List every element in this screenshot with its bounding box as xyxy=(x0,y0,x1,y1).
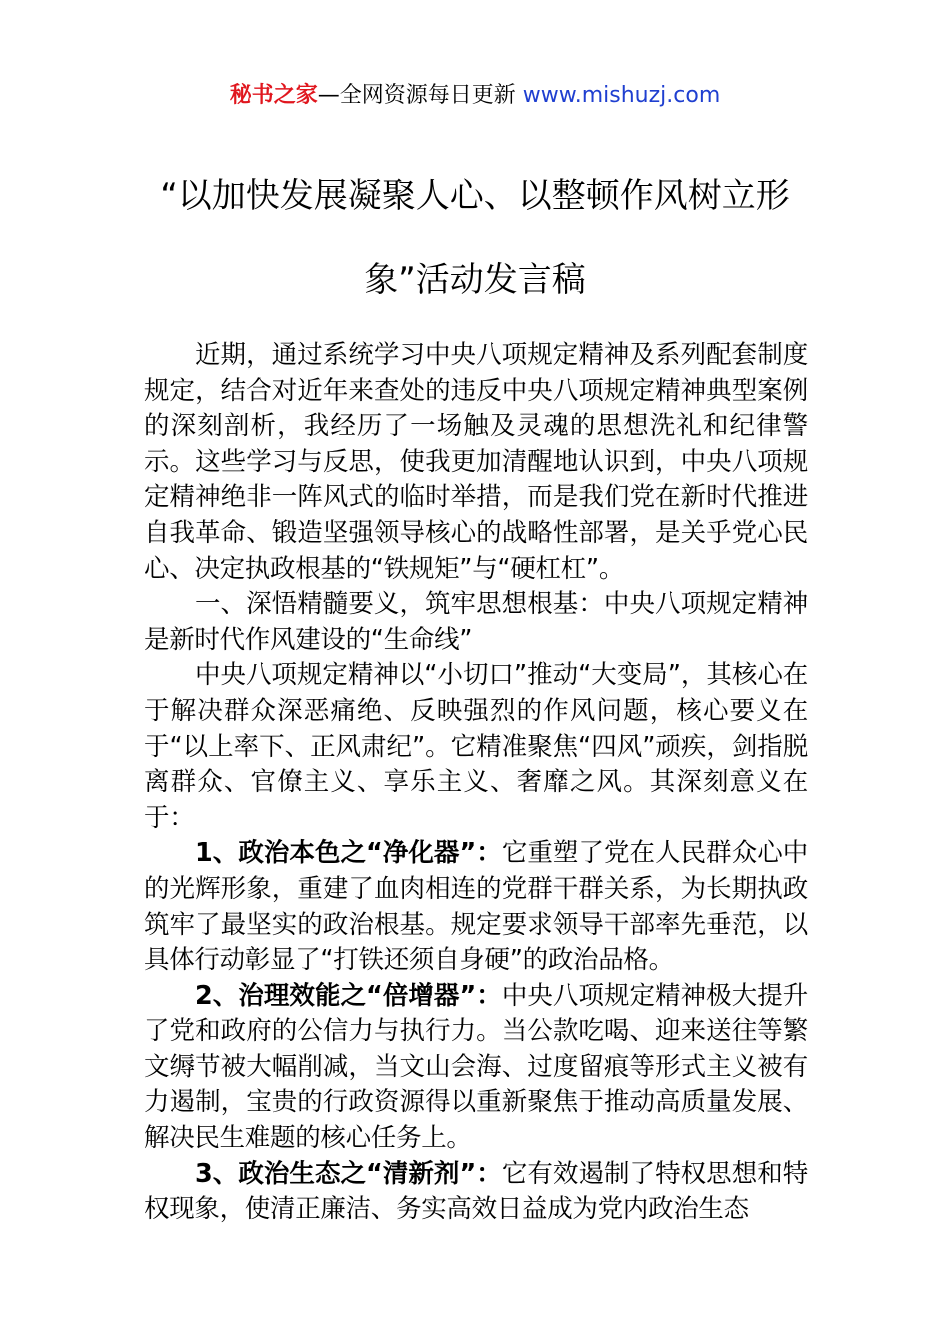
document-body xyxy=(144,338,808,1228)
document-title xyxy=(60,170,890,306)
site-tagline: 全网资源每日更新 xyxy=(339,83,523,108)
paragraph-point-1 xyxy=(144,836,808,978)
site-header xyxy=(0,78,950,114)
paragraph-intro: 近期，通过系统学习中央八项规定精神及系列配套制度规定，结合对近年来查处的违反中央八项规定精神典型案例的深刻剖析，我经历了一场触及灵魂的思想洗礼和纪律警示。这些学习与反思，使我更加清醒地认识到，中央八项规定精神绝非一阵风式的临时举措，而是我们党在新时代推进自我革命、锻造坚强领导核心的战略性部署，是关乎党心民心、决定执政根基的“铁规矩”与“硬杠杠”。 xyxy=(144,340,808,584)
site-url-link[interactable]: www.mishuzj.com xyxy=(522,83,721,108)
header-separator: — xyxy=(317,83,340,108)
title-line-2: 象”活动发言稿 xyxy=(364,260,586,300)
paragraph-point-3 xyxy=(144,1157,808,1228)
site-brand: 秘书之家 xyxy=(229,83,318,108)
point-1-text: 它重塑了党在人民群众心中的光辉形象，重建了血肉相连的党群干群关系，为长期执政筑牢了最坚实的政治根基。规定要求领导干部率先垂范，以具体行动彰显了“打铁还须自身硬”的政治品格。 xyxy=(144,838,808,976)
title-line-1: “以加快发展凝聚人心、以整顿作风树立形 xyxy=(160,176,790,216)
point-3-lead: 3、政治生态之“清新剂”： xyxy=(195,1158,502,1189)
paragraph-point-2 xyxy=(144,979,808,1157)
paragraph-core-meaning: 中央八项规定精神以“小切口”推动“大变局”，其核心在于解决群众深恶痛绝、反映强烈的作风问题，核心要义在于“以上率下、正风肃纪”。它精准聚焦“四风”顽疾，剑指脱离群众、官僚主义、享乐主义、奢靡之风。其深刻意义在于： xyxy=(144,660,808,833)
point-2-lead: 2、治理效能之“倍增器”： xyxy=(195,980,502,1011)
section-heading-1: 一、深悟精髓要义，筑牢思想根基：中央八项规定精神是新时代作风建设的“生命线” xyxy=(144,589,808,655)
point-1-lead: 1、政治本色之“净化器”： xyxy=(195,838,502,869)
point-2-text: 中央八项规定精神极大提升了党和政府的公信力与执行力。当公款吃喝、迎来送往等繁文缛节被大幅削减，当文山会海、过度留痕等形式主义被有力遏制，宝贵的行政资源得以重新聚焦于推动高质量发展、解决民生难题的核心任务上。 xyxy=(144,980,808,1154)
point-3-text: 它有效遏制了特权思想和特权现象，使清正廉洁、务实高效日益成为党内政治生态 xyxy=(144,1158,808,1225)
